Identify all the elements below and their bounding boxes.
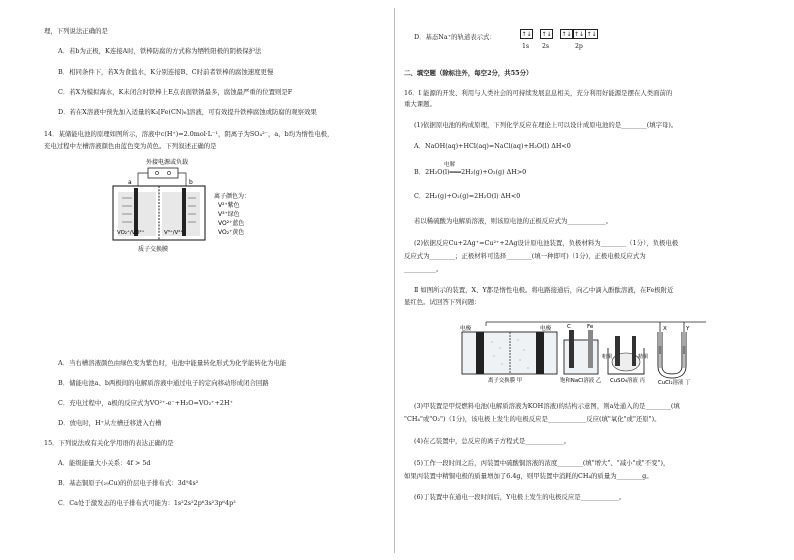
fig16-top-left-label: 电极 xyxy=(460,326,472,332)
q14-option-a: A．当右槽溶液颜色由绿色变为紫色时，电池中能量转化形式为化学能转化为电能 xyxy=(58,359,287,367)
fig16-bing-label: CuSO₄溶液 丙 xyxy=(610,378,645,384)
q15-stem: 15．下列说法或有关化学用语的表达正确的是 xyxy=(44,439,174,447)
q16-part1-option-c: C．2H₂(g)+O₂(g)=2H₂O(l) ΔH<0 xyxy=(414,192,521,200)
q16-part1-option-b: B．2H₂O(l)═══2H₂(g)+O₂(g) ΔH>0 xyxy=(414,168,527,176)
q16-part2-line1: (2)依据反应Cu+2Ag⁺=Cu²⁺+2Ag设计原电池装置，负极材料为________（1分），负极电极 xyxy=(414,239,679,247)
q14-option-d: D．放电时，H⁺从左槽迁移进入右槽 xyxy=(58,419,162,427)
orbital-box-1s: ↑↓ xyxy=(521,31,532,38)
q14-option-c: C．充电过程中，a极的反应式为VO²⁺-e⁻+H₂O=VO₂⁺+2H⁺ xyxy=(58,399,233,407)
q13-option-d: D．若在X溶液中预先加入适量的K₃[Fe(CN)₆]溶液，可有效提升铁棒腐蚀或防腐的观察效果 xyxy=(58,108,317,116)
fig14-right-ions: V³⁺/V²⁺ xyxy=(164,230,184,236)
q16-stem-line2: 重大课题。 xyxy=(404,100,436,108)
left-column xyxy=(44,0,384,560)
orbital-box-2p-3: ↑↓ xyxy=(586,31,597,38)
section-title-fill-in: 二、填空题（除标注外，每空2分，共55分） xyxy=(404,69,533,77)
q16-part1-option-b-condition: 电解 xyxy=(444,162,456,168)
q16-part1-option-a: A．NaOH(aq)+HCl(aq)=NaCl(aq)+H₂O(l) ΔH<0 xyxy=(414,142,571,150)
fig16-top-right-label: 电极 xyxy=(540,326,552,332)
fig14-legend-item-3: VO₂⁺黄色 xyxy=(218,229,245,236)
column-divider xyxy=(394,8,395,553)
q15-option-b: B．基态铜原子(₂₉Cu)的价层电子排布式：3d⁹4s² xyxy=(58,479,199,487)
q16-part1-tail: 若以稀硫酸为电解质溶液，则该原电池的正极反应式为____________。 xyxy=(414,217,613,225)
q16-part3-line1: (3)甲装置是甲烷燃料电池(电解质溶液为KOH溶液)的结构示意图，则a处通入的是________(填 xyxy=(414,402,680,410)
orbital-label-2p: 2p xyxy=(575,43,583,50)
orbital-label-1s: 1s xyxy=(522,43,530,50)
fig16-jia-label: 离子交换膜 甲 xyxy=(488,378,523,384)
q16-part3-line2: "CH₄"或"O₂")（1分)，该电极上发生的电极反应是____________反应(填"氧化"或"还原")。 xyxy=(404,415,661,423)
fig14-electrode-b: b xyxy=(189,179,193,186)
fig16-c-label: C xyxy=(567,324,571,330)
figure-flow-battery xyxy=(88,154,298,254)
q13-option-c: C．若X为模拟海水，K未闭合时铁棒上E点表面铁锈最多，腐蚀最严重的位置则是F xyxy=(58,88,293,96)
q16-II-line2: 显红色。试回答下列问题： xyxy=(404,298,481,306)
q15-option-a: A．能级能量大小关系：4f > 5d xyxy=(58,459,151,467)
q16-part4: (4)在乙装置中，总反应的离子方程式是____________。 xyxy=(414,437,571,445)
orbital-box-2p-2: ↑↓ xyxy=(573,31,585,38)
orbital-label-2s: 2s xyxy=(542,43,550,50)
orbital-box-2s: ↑↓ xyxy=(541,31,552,38)
fig16-ding-label: CuCl₂溶液 丁 xyxy=(658,380,691,386)
fig16-crude-cu-label: 粗铜 xyxy=(602,354,613,360)
fig14-top-label: 外接电源或负载 xyxy=(146,159,189,166)
q13-option-b: B．相同条件下，若X为食盐水，K分别连接B、C时前者铁棒的腐蚀速度更慢 xyxy=(58,68,274,76)
q13-tail: 理，下列说法正确的是 xyxy=(44,27,108,35)
orbital-box-2p-1: ↑↓ xyxy=(561,31,572,38)
figure-electrolysis-setup xyxy=(460,318,710,388)
q13-option-a: A．若b为正极，K连接A时，铁棒防腐的方式称为牺牲阳极的阴极保护法 xyxy=(58,47,262,55)
q16-II-line1: Ⅱ 如图所示的装置，X、Y都是惰性电极。将电路接通后，向乙中滴入酚酞溶液，在Fe极附近 xyxy=(414,286,674,294)
fig14-left-ions: VO₂⁺/VO²⁺ xyxy=(117,230,145,236)
fig14-membrane-label: 质子交换膜 xyxy=(138,246,169,253)
q16-part1: (1)依据原电池的构成原理，下列化学反应在理论上可以设计成原电池的是________(填字母)。 xyxy=(414,121,678,129)
fig16-yi-label: 饱和NaCl溶液 乙 xyxy=(560,378,602,384)
fig16-pure-cu-label: 精铜 xyxy=(638,354,649,360)
q14-stem-line1: 14．某储能电池的原理如图所示，溶液中c(H⁺)=2.0mol·L⁻¹，阴离子为SO₄²⁻，a、b均为惰性电极， xyxy=(44,130,334,138)
q16-part5-line2: 如果丙装置中精铜电极的质量增加了6.4g，则甲装置中消耗的CH₄的质量为________g。 xyxy=(404,472,653,480)
q15-option-d: D．基态Na⁺的轨道表示式： xyxy=(414,33,496,41)
q16-part6: (6)丁装置中在通电一段时间后，Y电极上发生的电极反应是____________。 xyxy=(414,493,626,501)
q14-stem-line2: 充电过程中左槽溶液颜色由蓝色变为黄色。下列叙述正确的是 xyxy=(44,142,217,150)
fig16-x-label: X xyxy=(663,326,667,332)
q16-part2-line3: __________。 xyxy=(404,265,443,273)
fig14-legend-item-2: VO²⁺蓝色 xyxy=(218,220,245,227)
q16-stem-line1: 16．Ⅰ 能源的开发、利用与人类社会的可持续发展息息相关，充分利用好能源是摆在人类面前的 xyxy=(404,89,673,97)
q14-option-b: B．储能电池a、b两极间的电解质溶液中通过电子的定向移动形成闭合回路 xyxy=(58,379,269,387)
fig14-legend-item-0: V²⁺紫色 xyxy=(218,202,240,209)
q16-part5-line1: (5)工作一段时间之后，丙装置中硫酸铜溶液的浓度________(填"增大"、"减小"或"不变")， xyxy=(414,459,670,467)
fig16-fe-label: Fe xyxy=(587,324,594,330)
fig14-legend-title: 离子颜色为： xyxy=(214,193,251,200)
fig16-y-label: Y xyxy=(686,326,690,332)
fig14-electrode-a: a xyxy=(128,179,132,186)
right-column xyxy=(404,0,754,560)
fig14-legend-item-1: V³⁺绿色 xyxy=(218,211,240,218)
q16-part2-line2: 反应式为________；正极材料可选择________(填一种即可)（1分)，正极电极反应式为 xyxy=(404,252,646,260)
q15-option-c: C．Ca处于激发态的电子排布式可能为：1s²2s²2p⁶3s²3p⁶4p² xyxy=(58,499,236,507)
